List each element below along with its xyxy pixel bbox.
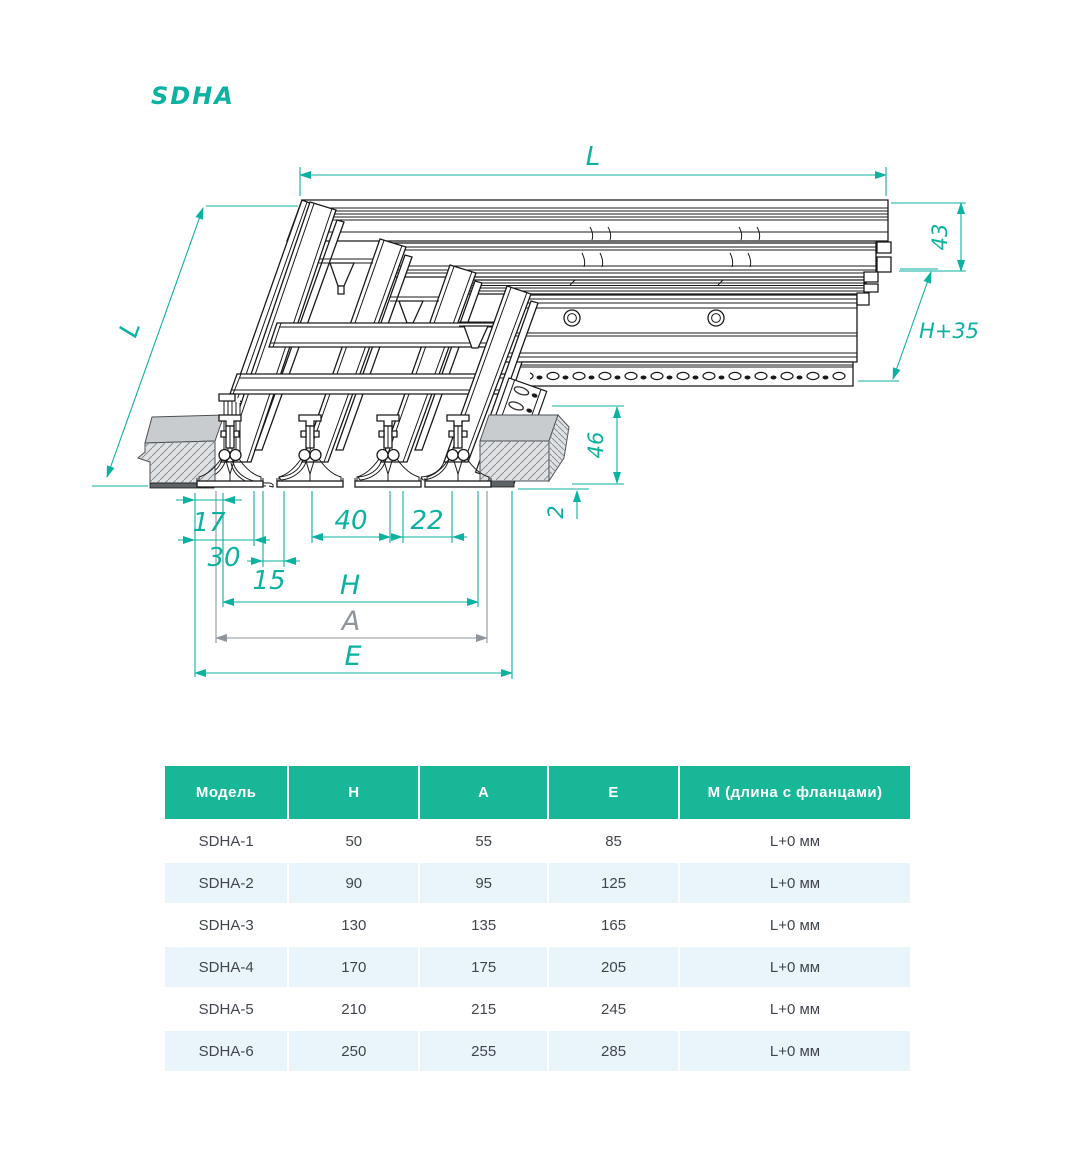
- column-header-h: H: [289, 766, 418, 819]
- cell-m: L+0 мм: [680, 989, 910, 1029]
- dim-label-h-plus-35: H+35: [918, 319, 980, 343]
- column-header-m: М (длина с фланцами): [680, 766, 910, 819]
- table-row: [165, 905, 910, 945]
- cell-e: 85: [549, 821, 678, 861]
- cell-model: SDHA-2: [165, 863, 287, 903]
- perforated-flange: [514, 362, 853, 386]
- bolt-hole: [564, 310, 580, 326]
- cell-e: 125: [549, 863, 678, 903]
- cell-e: 285: [549, 1031, 678, 1071]
- column-header-a: A: [420, 766, 547, 819]
- dim-label-E: E: [344, 641, 362, 672]
- dim-label-46: 46: [584, 431, 608, 459]
- cell-h: 50: [289, 821, 418, 861]
- cell-h: 250: [289, 1031, 418, 1071]
- table-row: [165, 1031, 910, 1071]
- cell-model: SDHA-3: [165, 905, 287, 945]
- dim-label-A: A: [341, 606, 361, 637]
- cell-e: 245: [549, 989, 678, 1029]
- table-row: [165, 863, 910, 903]
- cell-h: 210: [289, 989, 418, 1029]
- cell-m: L+0 мм: [680, 821, 910, 861]
- dim-label-17: 17: [192, 508, 226, 538]
- cell-model: SDHA-6: [165, 1031, 287, 1071]
- cell-model: SDHA-4: [165, 947, 287, 987]
- dim-label-2: 2: [544, 505, 568, 519]
- concrete-block-left: [138, 415, 224, 488]
- table-header-row: [165, 766, 910, 819]
- table-row: [165, 821, 910, 861]
- cell-m: L+0 мм: [680, 947, 910, 987]
- cell-m: L+0 мм: [680, 905, 910, 945]
- table-row: [165, 947, 910, 987]
- cell-e: 205: [549, 947, 678, 987]
- column-header-e: E: [549, 766, 678, 819]
- cell-a: 55: [420, 821, 547, 861]
- cell-a: 215: [420, 989, 547, 1029]
- dimensions-table: [163, 764, 912, 1073]
- cell-a: 255: [420, 1031, 547, 1071]
- dim-label-H: H: [339, 570, 361, 601]
- dim-label-22: 22: [410, 506, 444, 536]
- cell-m: L+0 мм: [680, 1031, 910, 1071]
- cell-h: 170: [289, 947, 418, 987]
- dim-label-40: 40: [334, 506, 368, 536]
- cell-model: SDHA-1: [165, 821, 287, 861]
- product-title: SDHA: [151, 82, 235, 110]
- cell-m: L+0 мм: [680, 863, 910, 903]
- cell-a: 95: [420, 863, 547, 903]
- cell-h: 130: [289, 905, 418, 945]
- cell-a: 175: [420, 947, 547, 987]
- cell-h: 90: [289, 863, 418, 903]
- dim-label-43: 43: [928, 223, 952, 251]
- bolt-hole: [708, 310, 724, 326]
- cell-e: 165: [549, 905, 678, 945]
- dim-label-length-side: L: [113, 317, 148, 342]
- table-row: [165, 989, 910, 1029]
- cell-a: 135: [420, 905, 547, 945]
- front-rail: [496, 295, 857, 362]
- column-header-model: Модель: [165, 766, 287, 819]
- cell-model: SDHA-5: [165, 989, 287, 1029]
- dim-label-30: 30: [207, 543, 241, 573]
- dim-label-length-top: L: [585, 142, 601, 172]
- dim-label-15: 15: [252, 566, 286, 596]
